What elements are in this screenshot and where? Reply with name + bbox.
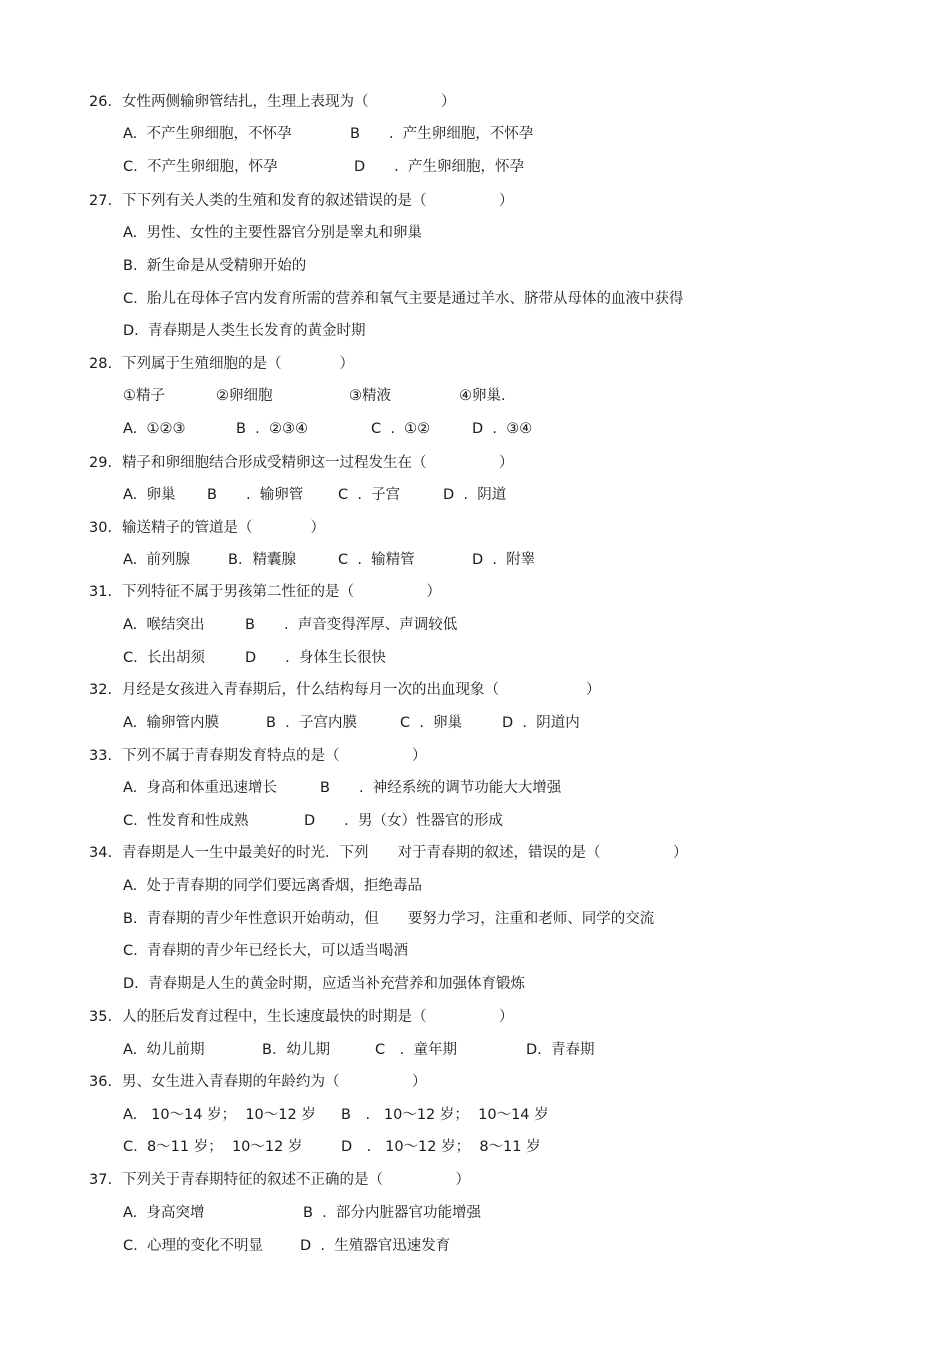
answer-option: ③精液 <box>349 388 391 404</box>
answer-option: D. 青春期 <box>526 1042 595 1058</box>
answer-option: A. 处于青春期的同学们要远离香烟，拒绝毒品 <box>123 878 422 894</box>
question-31 <box>89 582 441 602</box>
answer-option: D . 阴道 <box>443 487 507 503</box>
answer-option: ④卵巢. <box>459 388 506 404</box>
answer-option: B . 10～12 岁； 10～14 岁 <box>341 1107 549 1123</box>
question-text: 下下列有关人类的生殖和发育的叙述错误的是（ ） <box>122 193 514 209</box>
question-number: 29. <box>89 455 113 471</box>
answer-option: C. 不产生卵细胞，怀孕 <box>123 159 278 175</box>
answer-option: C. 心理的变化不明显 <box>123 1238 263 1254</box>
question-text: 下列特征不属于男孩第二性征的是（ ） <box>122 584 441 600</box>
answer-option: A. 前列腺 <box>123 552 190 568</box>
answer-option: A. 卵巢 <box>123 487 176 503</box>
question-number: 30. <box>89 520 113 536</box>
question-number: 32. <box>89 682 113 698</box>
question-37 <box>89 1170 470 1190</box>
question-number: 31. <box>89 584 113 600</box>
question-number: 34. <box>89 845 113 861</box>
answer-option: D . 产生卵细胞，怀孕 <box>354 159 524 175</box>
answer-option: C . ①② <box>371 421 431 437</box>
question-number: 26. <box>89 94 113 110</box>
question-text: 女性两侧输卵管结扎，生理上表现为（ ） <box>122 94 456 110</box>
answer-option: A. 身高和体重迅速增长 <box>123 780 277 796</box>
question-number: 35. <box>89 1009 113 1025</box>
answer-option: A. 10～14 岁； 10～12 岁 <box>123 1107 316 1123</box>
answer-option: B . 声音变得浑厚、声调较低 <box>245 617 458 633</box>
answer-option: B. 青春期的青少年性意识开始萌动，但 要努力学习，注重和老师、同学的交流 <box>123 911 655 927</box>
answer-option: D . 阴道内 <box>502 715 580 731</box>
question-35 <box>89 1007 514 1027</box>
question-text: 男、女生进入青春期的年龄约为（ ） <box>122 1074 427 1090</box>
answer-option: C . 子宫 <box>338 487 401 503</box>
question-number: 37. <box>89 1172 113 1188</box>
answer-option: C . 童年期 <box>375 1042 457 1058</box>
question-text: 月经是女孩进入青春期后，什么结构每月一次的出血现象（ ） <box>122 682 601 698</box>
answer-option: B . 输卵管 <box>207 487 304 503</box>
answer-option: D . 身体生长很快 <box>245 650 386 666</box>
answer-option: A. 男性、女性的主要性器官分别是睾丸和卵巢 <box>123 225 422 241</box>
answer-option: B . 部分内脏器官功能增强 <box>303 1205 481 1221</box>
answer-option: A. 不产生卵细胞，不怀孕 <box>123 126 292 142</box>
answer-option: C . 输精管 <box>338 552 415 568</box>
question-30 <box>89 518 325 538</box>
answer-option: D . 附睾 <box>472 552 536 568</box>
answer-option: D . ③④ <box>472 421 533 437</box>
answer-option: A. 喉结突出 <box>123 617 205 633</box>
answer-option: D. 青春期是人类生长发育的黄金时期 <box>123 323 366 339</box>
answer-option: D . 10～12 岁； 8～11 岁 <box>341 1139 541 1155</box>
answer-option: B . 产生卵细胞，不怀孕 <box>350 126 534 142</box>
answer-option: B . 子宫内膜 <box>266 715 357 731</box>
question-text: 下列属于生殖细胞的是（ ） <box>122 356 354 372</box>
answer-option: A. 输卵管内膜 <box>123 715 219 731</box>
question-text: 输送精子的管道是（ ） <box>122 520 325 536</box>
answer-option: B. 新生命是从受精卵开始的 <box>123 258 307 274</box>
question-32 <box>89 680 601 700</box>
question-number: 27. <box>89 193 113 209</box>
question-text: 青春期是人一生中最美好的时光．下列 对于青春期的叙述，错误的是（ ） <box>122 845 688 861</box>
answer-option: C. 长出胡须 <box>123 650 205 666</box>
answer-option: C. 胎儿在母体子宫内发育所需的营养和氧气主要是通过羊水、脐带从母体的血液中获得 <box>123 291 684 307</box>
answer-option: A. 身高突增 <box>123 1205 205 1221</box>
answer-option: B . ②③④ <box>236 421 308 437</box>
answer-option: D . 生殖器官迅速发育 <box>300 1238 451 1254</box>
answer-option: A. 幼儿前期 <box>123 1042 205 1058</box>
question-text: 精子和卵细胞结合形成受精卵这一过程发生在（ ） <box>122 455 514 471</box>
question-text: 下列关于青春期特征的叙述不正确的是（ ） <box>122 1172 470 1188</box>
question-27 <box>89 191 514 211</box>
question-number: 33. <box>89 748 113 764</box>
question-26 <box>89 92 456 112</box>
question-29 <box>89 453 514 473</box>
answer-option: C. 8～11 岁； 10～12 岁 <box>123 1139 303 1155</box>
question-number: 28. <box>89 356 113 372</box>
answer-option: C . 卵巢 <box>400 715 463 731</box>
question-28 <box>89 354 354 374</box>
answer-option: ②卵细胞 <box>216 388 273 404</box>
answer-option: D. 青春期是人生的黄金时期，应适当补充营养和加强体育锻炼 <box>123 976 525 992</box>
question-number: 36. <box>89 1074 113 1090</box>
answer-option: A. ①②③ <box>123 421 186 437</box>
answer-option: D . 男（女）性器官的形成 <box>304 813 503 829</box>
answer-option: B．幼儿期 <box>262 1042 330 1058</box>
answer-option: C. 青春期的青少年已经长大，可以适当喝酒 <box>123 943 408 959</box>
answer-option: C. 性发育和性成熟 <box>123 813 249 829</box>
question-text: 下列不属于青春期发育特点的是（ ） <box>122 748 427 764</box>
answer-option: ①精子 <box>123 388 165 404</box>
question-34 <box>89 843 688 863</box>
answer-option: B．精囊腺 <box>228 552 296 568</box>
question-36 <box>89 1072 427 1092</box>
question-text: 人的胚后发育过程中，生长速度最快的时期是（ ） <box>122 1009 514 1025</box>
answer-option: B . 神经系统的调节功能大大增强 <box>320 780 562 796</box>
question-33 <box>89 746 427 766</box>
